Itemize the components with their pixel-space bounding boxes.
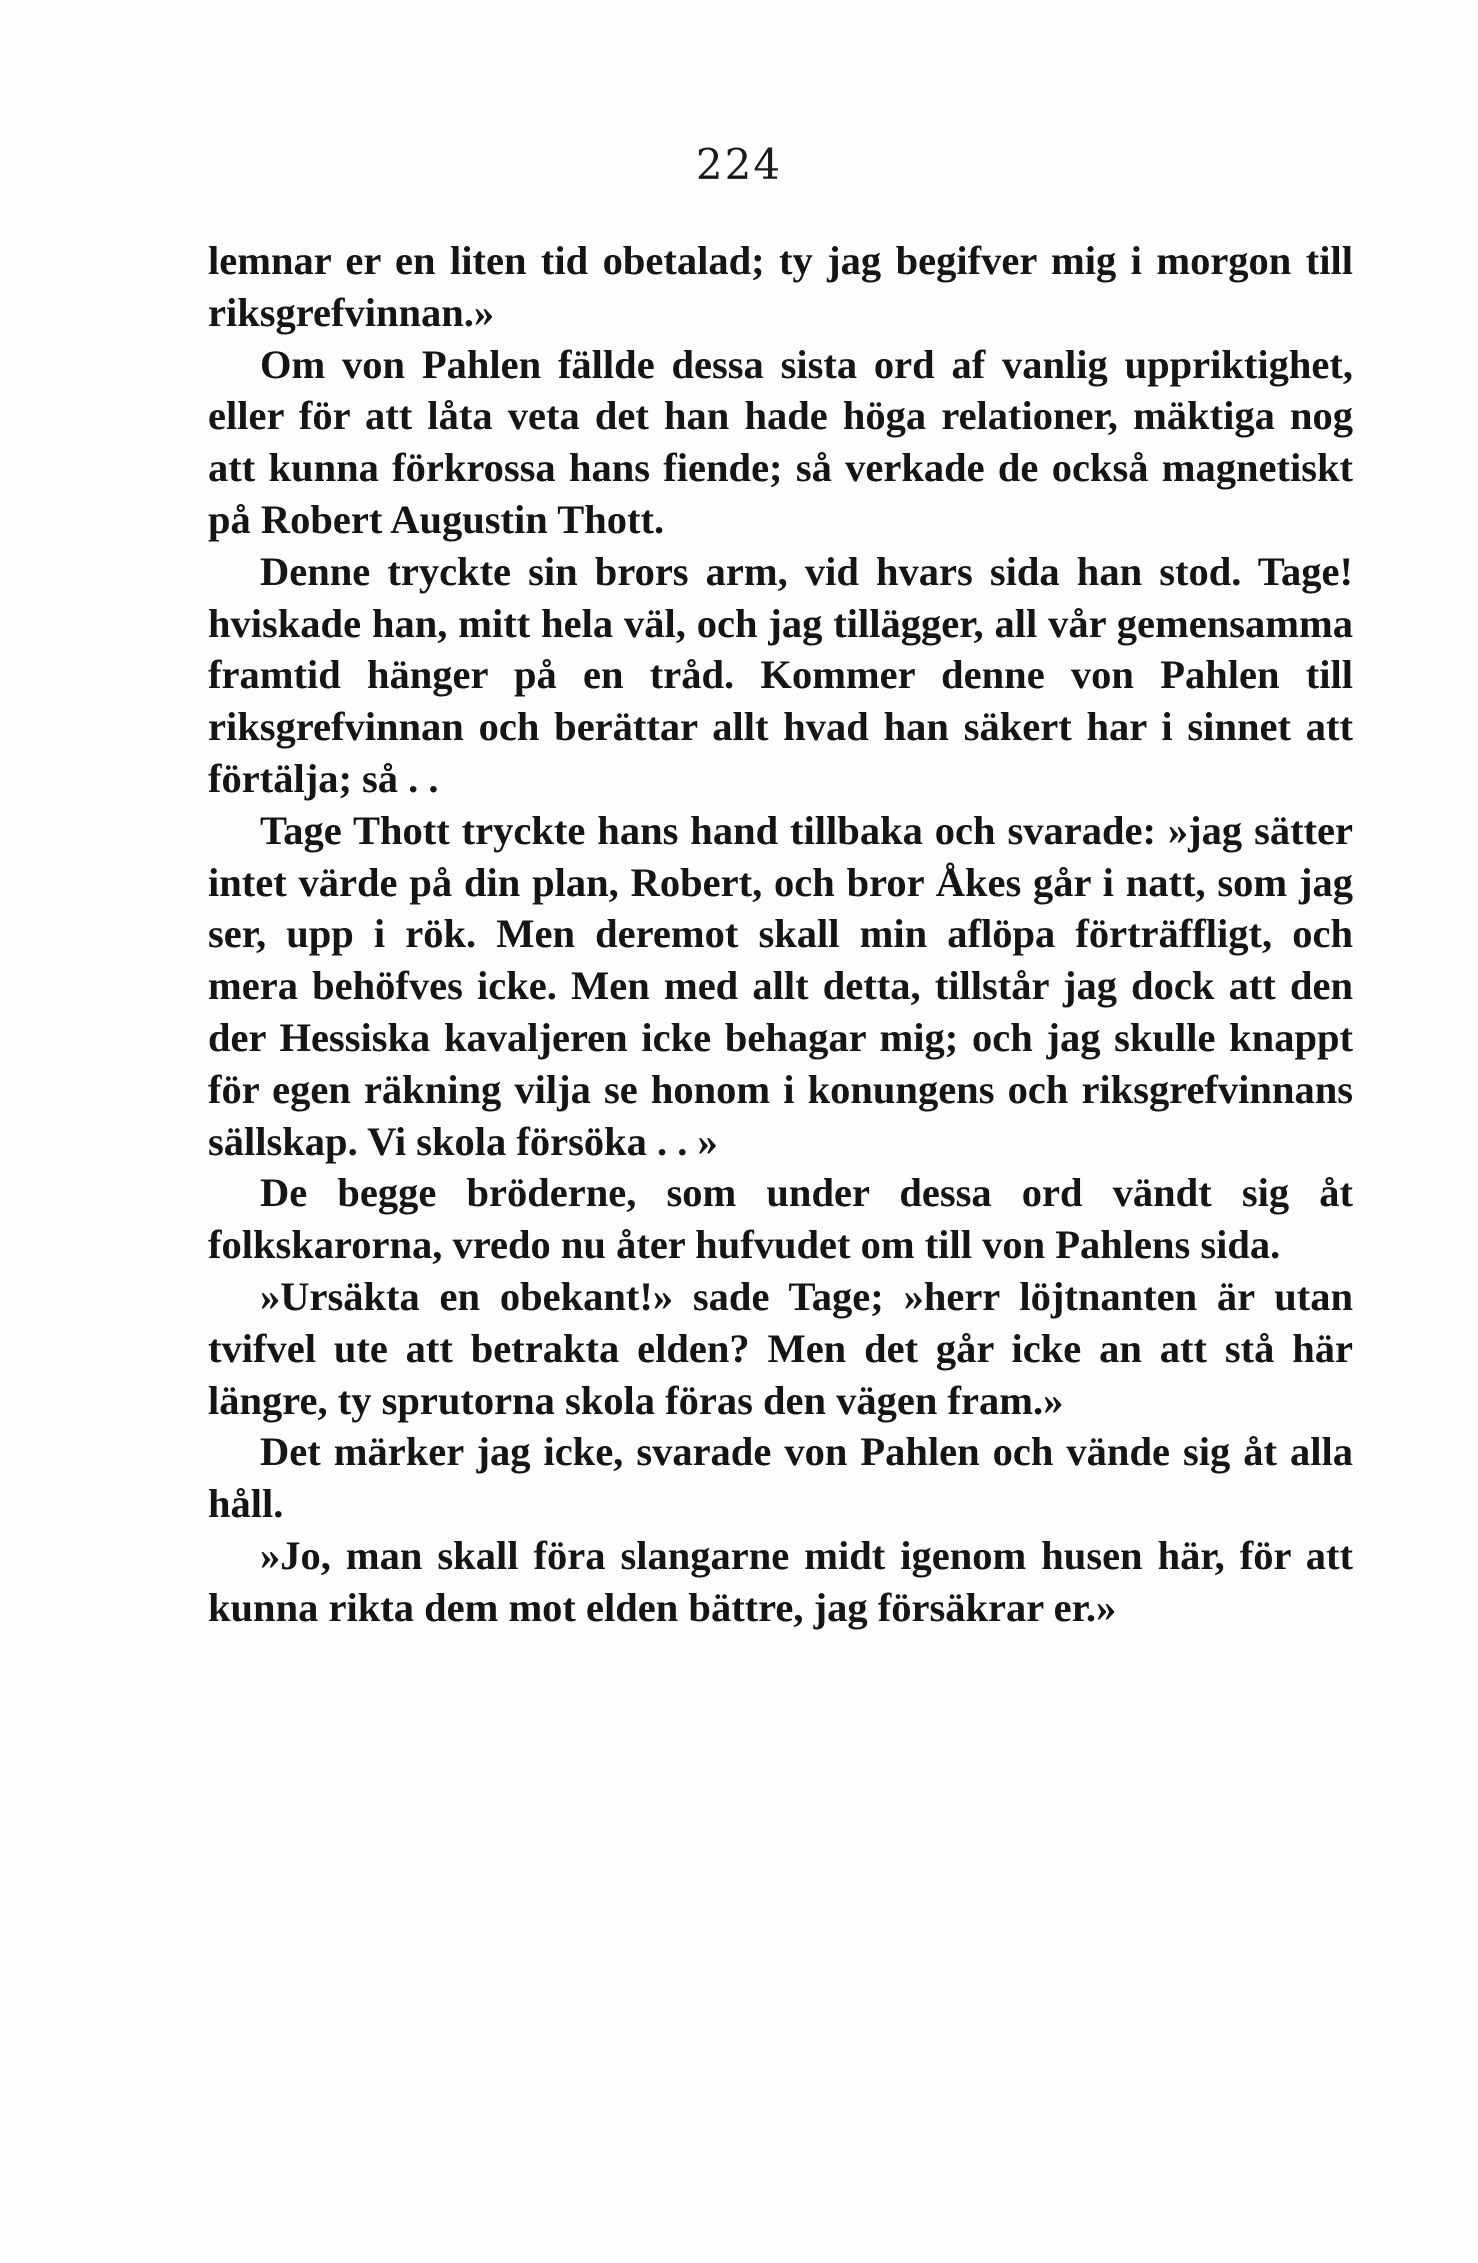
body-text — [208, 235, 1353, 1634]
paragraph: »Jo, man skall föra slangarne midt igenom husen här, för att kunna rikta dem mot elden bättre, jag försäkrar er.» — [208, 1532, 1353, 1630]
paragraph: Det märker jag icke, svarade von Pahlen och vände sig åt alla håll. — [208, 1429, 1353, 1527]
paragraph: »Ursäkta en obekant!» sade Tage; »herr löjtnanten är utan tvifvel ute att betrakta elden? Men det går icke an att stå här längre, ty sprutorna skola föras den vägen fram.» — [208, 1273, 1353, 1423]
paragraph: Om von Pahlen fällde dessa sista ord af vanlig uppriktighet, eller för att låta veta det han hade höga relationer, mäktiga nog att kunna förkrossa hans fiende; så verkade de också magnetiskt på Robert Augustin Thott. — [208, 341, 1353, 542]
paragraph: Denne tryckte sin brors arm, vid hvars sida han stod. Tage! hviskade han, mitt hela väl, och jag tillägger, all vår gemensamma framtid hänger på en tråd. Kommer denne von Pahlen till riksgrefvinnan och berättar allt hvad han säkert har i sinnet att förtälja; så . . — [208, 548, 1353, 801]
paragraph: lemnar er en liten tid obetalad; ty jag begifver mig i morgon till riksgrefvinnan.» — [208, 238, 1353, 335]
paragraph: Tage Thott tryckte hans hand tillbaka och svarade: »jag sätter intet värde på din plan, Robert, och bror Åkes går i natt, som jag ser, upp i rök. Men deremot skall min aflöpa förträffligt, och mera behöfves icke. Men med allt detta, tillstår jag dock att den der Hessiska kavaljeren icke behagar mig; och jag skulle knappt för egen räkning vilja se honom i konungens och riksgrefvinnans sällskap. Vi skola försöka . . » — [208, 807, 1353, 1164]
paragraph: De begge bröderne, som under dessa ord vändt sig åt folkskarorna, vredo nu åter hufvudet om till von Pahlens sida. — [208, 1170, 1353, 1268]
page-number: 224 — [695, 140, 783, 189]
